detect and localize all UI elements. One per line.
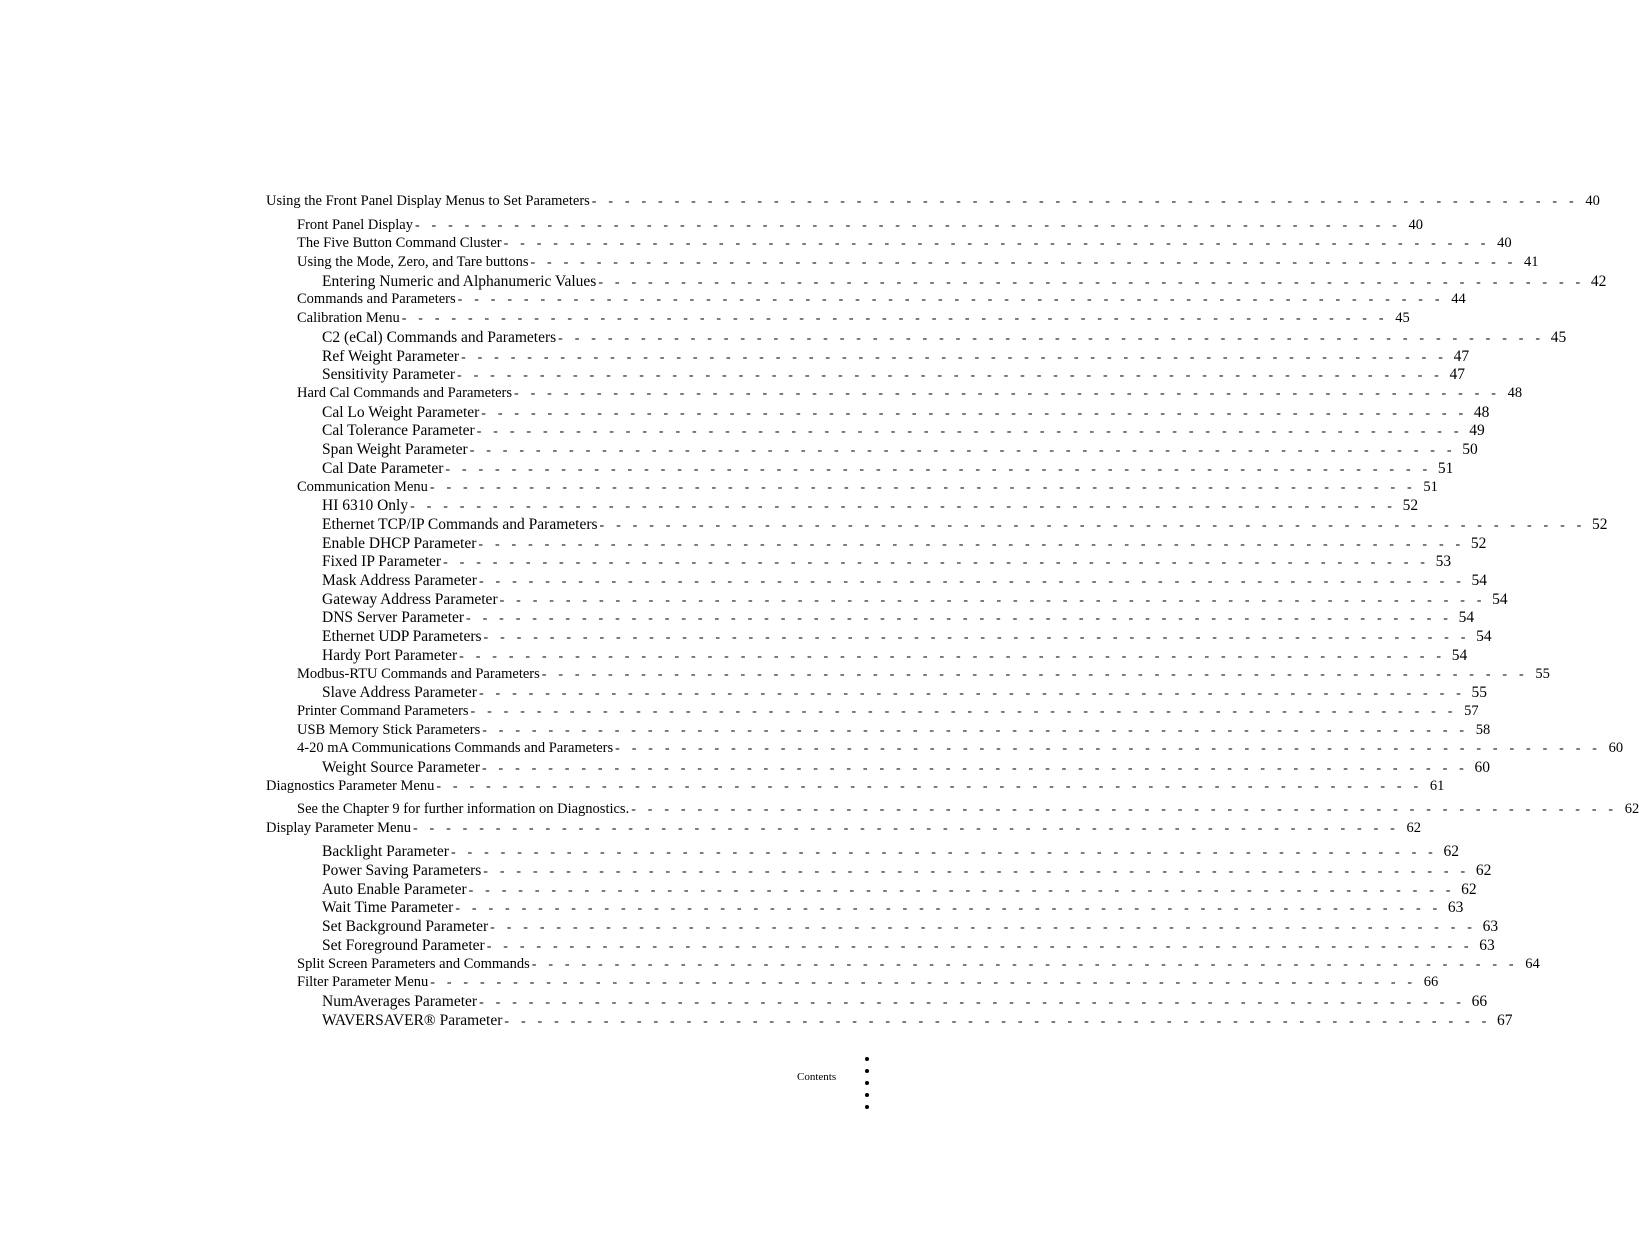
toc-page-number: 62 — [1406, 820, 1421, 836]
toc-dot-leader: - - - - - - - - - - - - - - - - - - - - - - - - - - - - - - - - - - - - - - - - - - - - - - - - - - - - - - - - - - - - — [499, 593, 1486, 608]
toc-entry-title: Backlight Parameter — [322, 843, 449, 860]
toc-entry[interactable] — [322, 758, 1491, 777]
toc-entry-title: Hard Cal Commands and Parameters — [297, 385, 513, 401]
toc-entry-title: NumAverages Parameter — [322, 993, 478, 1010]
toc-page-number: 45 — [1550, 329, 1567, 346]
toc-page-number: 48 — [1507, 385, 1523, 401]
toc-page-number: 63 — [1447, 899, 1464, 916]
toc-dot-leader: - - - - - - - - - - - - - - - - - - - - - - - - - - - - - - - - - - - - - - - - - - - - - - - - - - - - - - - - - - - - — [429, 480, 1416, 495]
toc-dot-leader: - - - - - - - - - - - - - - - - - - - - - - - - - - - - - - - - - - - - - - - - - - - - - - - - - - - - - - - - - - - - — [514, 386, 1501, 401]
toc-page-number: 52 — [1470, 535, 1487, 552]
toc-entry-title: Calibration Menu — [297, 310, 400, 326]
toc-entry[interactable] — [297, 290, 1466, 309]
toc-dot-leader: - - - - - - - - - - - - - - - - - - - - - - - - - - - - - - - - - - - - - - - - - - - - - - - - - - - - - - - - - - - - — [481, 406, 1468, 421]
toc-entry[interactable] — [322, 571, 1487, 590]
toc-dot-leader: - - - - - - - - - - - - - - - - - - - - - - - - - - - - - - - - - - - - - - - - - - - - - - - - - - - - - - - - - - - - — [478, 537, 1465, 552]
dot-icon — [865, 1057, 869, 1061]
toc-entry[interactable] — [297, 973, 1439, 992]
toc-dot-leader: - - - - - - - - - - - - - - - - - - - - - - - - - - - - - - - - - - - - - - - - - - - - - - - - - - - - - - - - - - - - — [482, 723, 1469, 738]
toc-entry-title: C2 (eCal) Commands and Parameters — [322, 329, 557, 346]
toc-entry[interactable] — [322, 515, 1608, 534]
toc-dot-leader: - - - - - - - - - - - - - - - - - - - - - - - - - - - - - - - - - - - - - - - - - - - - - - - - - - - - - - - - - - - - — [615, 741, 1602, 756]
toc-entry-title: Cal Date Parameter — [322, 460, 444, 477]
toc-entry[interactable] — [322, 496, 1419, 515]
footer-section-label: Contents — [797, 1071, 837, 1083]
toc-entry-title: Set Foreground Parameter — [322, 937, 485, 954]
toc-entry[interactable] — [322, 880, 1477, 899]
toc-page-number: 41 — [1524, 254, 1539, 270]
toc-entry[interactable] — [297, 739, 1624, 758]
toc-entry[interactable] — [322, 272, 1607, 291]
toc-entry[interactable] — [322, 608, 1475, 627]
toc-dot-leader: - - - - - - - - - - - - - - - - - - - - - - - - - - - - - - - - - - - - - - - - - - - - - - - - - - - - - - - - - - - - — [486, 939, 1473, 954]
toc-entry-title: Diagnostics Parameter Menu — [266, 778, 435, 794]
toc-entry-title: Mask Address Parameter — [322, 572, 477, 589]
toc-page-number: 60 — [1608, 740, 1624, 756]
toc-page-number: 47 — [1453, 348, 1470, 365]
toc-dot-leader: - - - - - - - - - - - - - - - - - - - - - - - - - - - - - - - - - - - - - - - - - - - - - - - - - - - - - - - - - - - - — [412, 821, 1399, 836]
toc-dot-leader: - - - - - - - - - - - - - - - - - - - - - - - - - - - - - - - - - - - - - - - - - - - - - - - - - - - - - - - - - - - - — [531, 957, 1518, 972]
toc-page-number: 49 — [1469, 422, 1485, 439]
toc-entry-title: Weight Source Parameter — [322, 759, 480, 776]
toc-page-number: 66 — [1423, 974, 1439, 990]
toc-dot-leader: - - - - - - - - - - - - - - - - - - - - - - - - - - - - - - - - - - - - - - - - - - - - - - - - - - - - - - - - - - - - — [598, 275, 1585, 290]
toc-entry[interactable] — [322, 534, 1487, 553]
toc-entry-title: Sensitivity Parameter — [322, 366, 456, 383]
toc-entry[interactable] — [322, 403, 1490, 422]
toc-entry[interactable] — [322, 683, 1487, 702]
toc-page-number: 58 — [1475, 722, 1491, 738]
toc-entry-title: Fixed IP Parameter — [322, 553, 442, 570]
toc-entry[interactable] — [322, 365, 1466, 384]
toc-entry[interactable] — [297, 384, 1523, 403]
toc-page-number: 67 — [1496, 1012, 1513, 1029]
toc-dot-leader: - - - - - - - - - - - - - - - - - - - - - - - - - - - - - - - - - - - - - - - - - - - - - - - - - - - - - - - - - - - - — [591, 194, 1578, 209]
toc-page-number: 44 — [1451, 291, 1466, 307]
toc-page-number: 63 — [1479, 937, 1495, 954]
toc-page-number: 53 — [1435, 553, 1452, 570]
toc-dot-leader: - - - - - - - - - - - - - - - - - - - - - - - - - - - - - - - - - - - - - - - - - - - - - - - - - - - - - - - - - - - - — [490, 920, 1477, 935]
dot-column-decoration — [865, 1057, 871, 1117]
toc-entry[interactable] — [266, 192, 1600, 211]
toc-dot-leader: - - - - - - - - - - - - - - - - - - - - - - - - - - - - - - - - - - - - - - - - - - - - - - - - - - - - - - - - - - - - — [541, 667, 1528, 682]
toc-entry-title: Commands and Parameters — [297, 291, 456, 307]
toc-dot-leader: - - - - - - - - - - - - - - - - - - - - - - - - - - - - - - - - - - - - - - - - - - - - - - - - - - - - - - - - - - - - — [430, 975, 1417, 990]
toc-page-number: 52 — [1592, 516, 1608, 533]
toc-entry-title: Span Weight Parameter — [322, 441, 468, 458]
toc-dot-leader: - - - - - - - - - - - - - - - - - - - - - - - - - - - - - - - - - - - - - - - - - - - - - - - - - - - - - - - - - - - - — [483, 864, 1470, 879]
toc-entry-title: Communication Menu — [297, 479, 428, 495]
toc-entry[interactable] — [297, 721, 1491, 740]
toc-dot-leader: - - - - - - - - - - - - - - - - - - - - - - - - - - - - - - - - - - - - - - - - - - - - - - - - - - - - - - - - - - - - — [401, 311, 1388, 326]
toc-page-number: 62 — [1475, 862, 1492, 879]
toc-dot-leader: - - - - - - - - - - - - - - - - - - - - - - - - - - - - - - - - - - - - - - - - - - - - - - - - - - - - - - - - - - - - — [443, 555, 1430, 570]
toc-entry-title: Wait Time Parameter — [322, 899, 454, 916]
toc-entry-title: See the Chapter 9 for further information on Diagnostics. — [297, 801, 630, 817]
toc-entry[interactable] — [297, 955, 1540, 974]
toc-dot-leader: - - - - - - - - - - - - - - - - - - - - - - - - - - - - - - - - - - - - - - - - - - - - - - - - - - - - - - - - - - - - — [457, 292, 1444, 307]
toc-page-number: 54 — [1492, 591, 1508, 608]
toc-page-number: 62 — [1461, 881, 1477, 898]
toc-page-number: 51 — [1437, 460, 1454, 477]
toc-entry-title: Cal Lo Weight Parameter — [322, 404, 480, 421]
toc-page-number: 40 — [1497, 235, 1512, 251]
toc-dot-leader: - - - - - - - - - - - - - - - - - - - - - - - - - - - - - - - - - - - - - - - - - - - - - - - - - - - - - - - - - - - - — [503, 236, 1490, 251]
dot-icon — [865, 1081, 869, 1085]
toc-entry[interactable] — [322, 347, 1470, 366]
toc-dot-leader: - - - - - - - - - - - - - - - - - - - - - - - - - - - - - - - - - - - - - - - - - - - - - - - - - - - - - - - - - - - - — [482, 761, 1469, 776]
toc-entry[interactable] — [322, 917, 1499, 936]
toc-page-number: 48 — [1473, 404, 1490, 421]
toc-page-number: 55 — [1535, 666, 1550, 682]
toc-entry-title: Gateway Address Parameter — [322, 591, 498, 608]
toc-entry[interactable] — [322, 421, 1485, 440]
dot-icon — [865, 1093, 869, 1097]
toc-entry[interactable] — [322, 552, 1452, 571]
toc-entry-title: Enable DHCP Parameter — [322, 535, 477, 552]
toc-entry-title: 4-20 mA Communications Commands and Parameters — [297, 740, 614, 756]
toc-dot-leader: - - - - - - - - - - - - - - - - - - - - - - - - - - - - - - - - - - - - - - - - - - - - - - - - - - - - - - - - - - - - — [455, 901, 1442, 916]
toc-page-number: 54 — [1476, 628, 1492, 645]
dot-icon — [865, 1105, 869, 1109]
toc-entry-title: Ref Weight Parameter — [322, 348, 460, 365]
toc-page-number: 54 — [1451, 647, 1468, 664]
toc-entry[interactable] — [297, 702, 1479, 721]
toc-entry[interactable] — [266, 777, 1445, 796]
toc-page-number: 55 — [1471, 684, 1487, 701]
toc-entry[interactable] — [297, 216, 1424, 235]
toc-dot-leader: - - - - - - - - - - - - - - - - - - - - - - - - - - - - - - - - - - - - - - - - - - - - - - - - - - - - - - - - - - - - — [436, 779, 1423, 794]
toc-entry-title: Set Background Parameter — [322, 918, 489, 935]
toc-page-number: 62 — [1624, 801, 1639, 817]
toc-page-number: 40 — [1408, 217, 1424, 233]
toc-dot-leader: - - - - - - - - - - - - - - - - - - - - - - - - - - - - - - - - - - - - - - - - - - - - - - - - - - - - - - - - - - - - — [457, 368, 1444, 383]
toc-entry-title: Slave Address Parameter — [322, 684, 477, 701]
toc-entry-title: Power Saving Parameters — [322, 862, 482, 879]
toc-entry-title: Modbus-RTU Commands and Parameters — [297, 666, 540, 682]
toc-entry-title: Auto Enable Parameter — [322, 881, 467, 898]
toc-entry[interactable] — [322, 936, 1495, 955]
toc-dot-leader: - - - - - - - - - - - - - - - - - - - - - - - - - - - - - - - - - - - - - - - - - - - - - - - - - - - - - - - - - - - - — [599, 518, 1586, 533]
toc-entry[interactable] — [322, 861, 1492, 880]
toc-page-number: 52 — [1402, 497, 1419, 514]
toc-entry[interactable] — [266, 819, 1421, 838]
toc-dot-leader: - - - - - - - - - - - - - - - - - - - - - - - - - - - - - - - - - - - - - - - - - - - - - - - - - - - - - - - - - - - - — [459, 649, 1446, 664]
toc-dot-leader: - - - - - - - - - - - - - - - - - - - - - - - - - - - - - - - - - - - - - - - - - - - - - - - - - - - - - - - - - - - - — [476, 424, 1463, 439]
toc-page-number: 57 — [1464, 703, 1479, 719]
toc-dot-leader: - - - - - - - - - - - - - - - - - - - - - - - - - - - - - - - - - - - - - - - - - - - - - - - - - - - - - - - - - - - - — [468, 883, 1455, 898]
toc-dot-leader: - - - - - - - - - - - - - - - - - - - - - - - - - - - - - - - - - - - - - - - - - - - - - - - - - - - - - - - - - - - - — [466, 611, 1453, 626]
toc-entry[interactable] — [322, 1011, 1513, 1030]
toc-entry-title: Using the Front Panel Display Menus to Set Parameters — [266, 193, 590, 209]
toc-dot-leader: - - - - - - - - - - - - - - - - - - - - - - - - - - - - - - - - - - - - - - - - - - - - - - - - - - - - - - - - - - - - — [479, 995, 1466, 1010]
toc-dot-leader: - - - - - - - - - - - - - - - - - - - - - - - - - - - - - - - - - - - - - - - - - - - - - - - - - - - - - - - - - - - - — [478, 686, 1465, 701]
toc-entry-title: Cal Tolerance Parameter — [322, 422, 475, 439]
toc-dot-leader: - - - - - - - - - - - - - - - - - - - - - - - - - - - - - - - - - - - - - - - - - - - - - - - - - - - - - - - - - - - - — [483, 630, 1470, 645]
toc-entry-title: Ethernet TCP/IP Commands and Parameters — [322, 516, 598, 533]
toc-page-number: 54 — [1458, 609, 1475, 626]
toc-entry[interactable] — [322, 459, 1454, 478]
toc-entry[interactable] — [297, 478, 1438, 497]
toc-entry-title: Ethernet UDP Parameters — [322, 628, 482, 645]
dot-icon — [865, 1069, 869, 1073]
toc-entry[interactable] — [322, 590, 1508, 609]
toc-entry-title: Entering Numeric and Alphanumeric Values — [322, 273, 597, 290]
toc-entry-title: USB Memory Stick Parameters — [297, 722, 481, 738]
toc-page-number: 62 — [1443, 843, 1459, 860]
toc-page-number: 64 — [1525, 956, 1540, 972]
toc-dot-leader: - - - - - - - - - - - - - - - - - - - - - - - - - - - - - - - - - - - - - - - - - - - - - - - - - - - - - - - - - - - - — [504, 1014, 1491, 1029]
toc-entry-title: Display Parameter Menu — [266, 820, 411, 836]
toc-entry-title: The Five Button Command Cluster — [297, 235, 502, 251]
toc-page-number: 45 — [1395, 310, 1410, 326]
toc-dot-leader: - - - - - - - - - - - - - - - - - - - - - - - - - - - - - - - - - - - - - - - - - - - - - - - - - - - - - - - - - - - - — [478, 574, 1465, 589]
toc-entry-title: Hardy Port Parameter — [322, 647, 458, 664]
toc-page-number: 40 — [1585, 193, 1600, 209]
toc-dot-leader: - - - - - - - - - - - - - - - - - - - - - - - - - - - - - - - - - - - - - - - - - - - - - - - - - - - - - - - - - - - - — [445, 462, 1432, 477]
toc-entry-title: DNS Server Parameter — [322, 609, 465, 626]
toc-entry-title: Printer Command Parameters — [297, 703, 469, 719]
toc-page-number: 61 — [1429, 778, 1445, 794]
toc-page-number: 50 — [1462, 441, 1478, 458]
toc-page-number: 42 — [1590, 273, 1607, 290]
toc-dot-leader: - - - - - - - - - - - - - - - - - - - - - - - - - - - - - - - - - - - - - - - - - - - - - - - - - - - - - - - - - - - - — [469, 443, 1456, 458]
toc-entry[interactable] — [322, 646, 1468, 665]
toc-dot-leader: - - - - - - - - - - - - - - - - - - - - - - - - - - - - - - - - - - - - - - - - - - - - - - - - - - - - - - - - - - - - — [410, 499, 1397, 514]
toc-entry-title: Filter Parameter Menu — [297, 974, 429, 990]
toc-entry[interactable] — [297, 800, 1639, 819]
toc-page-number: 63 — [1482, 918, 1499, 935]
toc-entry-title: HI 6310 Only — [322, 497, 409, 514]
toc-entry[interactable] — [297, 234, 1512, 253]
toc-dot-leader: - - - - - - - - - - - - - - - - - - - - - - - - - - - - - - - - - - - - - - - - - - - - - - - - - - - - - - - - - - - - — [530, 255, 1517, 270]
toc-dot-leader: - - - - - - - - - - - - - - - - - - - - - - - - - - - - - - - - - - - - - - - - - - - - - - - - - - - - - - - - - - - - — [450, 845, 1437, 860]
toc-entry[interactable] — [297, 665, 1550, 684]
toc-page-number: 60 — [1474, 759, 1491, 776]
toc-dot-leader: - - - - - - - - - - - - - - - - - - - - - - - - - - - - - - - - - - - - - - - - - - - - - - - - - - - - - - - - - - - - — [461, 350, 1448, 365]
toc-entry[interactable] — [322, 440, 1478, 459]
toc-entry[interactable] — [322, 842, 1459, 861]
toc-entry[interactable] — [322, 328, 1567, 347]
toc-entry-title: WAVERSAVER® Parameter — [322, 1012, 503, 1029]
toc-page-number: 54 — [1471, 572, 1487, 589]
toc-dot-leader: - - - - - - - - - - - - - - - - - - - - - - - - - - - - - - - - - - - - - - - - - - - - - - - - - - - - - - - - - - - - — [470, 704, 1457, 719]
toc-entry-title: Split Screen Parameters and Commands — [297, 956, 530, 972]
toc-page-number: 66 — [1471, 993, 1488, 1010]
toc-entry[interactable] — [322, 898, 1464, 917]
toc-entry[interactable] — [322, 627, 1492, 646]
toc-entry-title: Front Panel Display — [297, 217, 413, 233]
toc-entry[interactable] — [322, 992, 1488, 1011]
toc-entry[interactable] — [297, 309, 1410, 328]
toc-dot-leader: - - - - - - - - - - - - - - - - - - - - - - - - - - - - - - - - - - - - - - - - - - - - - - - - - - - - - - - - - - - - — [631, 802, 1618, 817]
toc-entry[interactable] — [297, 253, 1539, 272]
toc-page-number: 51 — [1423, 479, 1438, 495]
toc-dot-leader: - - - - - - - - - - - - - - - - - - - - - - - - - - - - - - - - - - - - - - - - - - - - - - - - - - - - - - - - - - - - — [415, 218, 1402, 233]
toc-page-number: 47 — [1449, 366, 1466, 383]
toc-entry-title: Using the Mode, Zero, and Tare buttons — [297, 254, 529, 270]
toc-dot-leader: - - - - - - - - - - - - - - - - - - - - - - - - - - - - - - - - - - - - - - - - - - - - - - - - - - - - - - - - - - - - — [558, 331, 1545, 346]
